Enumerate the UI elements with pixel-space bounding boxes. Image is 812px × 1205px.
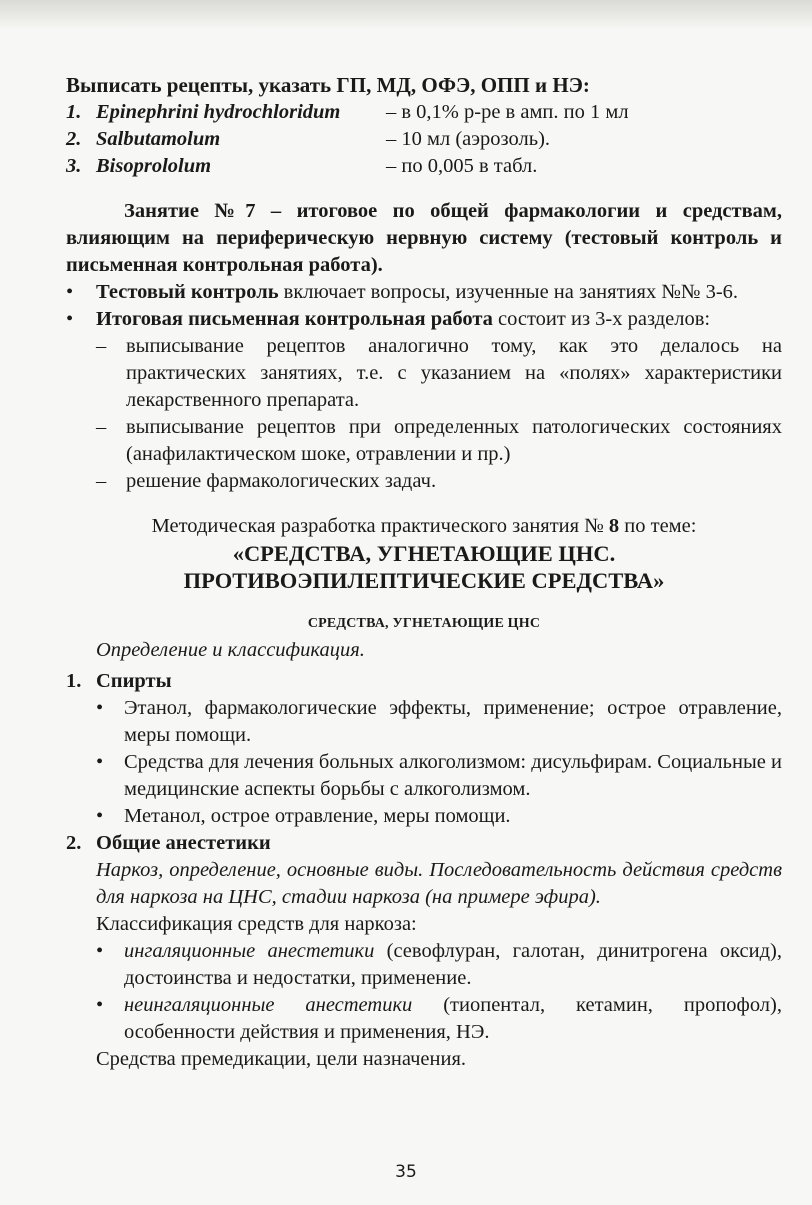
rx-item-number: 1. <box>66 101 82 123</box>
rx-item-number: 2. <box>66 128 82 150</box>
lesson7-title: Занятие №7 – итоговое по общей фармакологии и средствам, влияющим на периферическую нервную систему (тестовый контроль и письменная контрольная работа). <box>66 200 782 276</box>
list-item-italic: ингаляционные анестетики <box>124 940 375 962</box>
topic-intro: Методическая разработка практического занятия № 8 по теме: <box>151 515 697 537</box>
list-item-text: Метанол, острое отравление, меры помощи. <box>124 805 511 827</box>
bullet-text: состоит из 3-х разделов: <box>492 308 711 330</box>
dash-icon: – <box>96 470 107 492</box>
rx-item <box>66 99 782 126</box>
bullet-icon: • <box>96 994 104 1016</box>
page-content <box>66 72 782 1073</box>
list-item-italic: неингаляционные анестетики <box>124 994 413 1016</box>
bullet-icon: • <box>96 751 104 773</box>
topic-title-line2: ПРОТИВОЭПИЛЕПТИЧЕСКИЕ СРЕДСТВА» <box>183 568 665 593</box>
list-item-text: (тиопентал, кетамин, пропофол), особенности действия и применения, НЭ. <box>124 994 782 1043</box>
rx-item-desc: – по 0,005 в табл. <box>386 155 538 177</box>
section-title: Спирты <box>96 670 172 692</box>
dash-item <box>96 333 782 414</box>
dash-item <box>96 468 782 495</box>
rx-item <box>66 126 782 153</box>
rx-item-desc: – в 0,1% р-ре в амп. по 1 мл <box>386 101 629 123</box>
rx-item-desc: – 10 мл (аэрозоль). <box>386 128 551 150</box>
list-item <box>96 749 782 803</box>
premedication-line: Средства премедикации, цели назначения. <box>96 1048 467 1070</box>
rx-heading: Выписать рецепты, указать ГП, МД, ОФЭ, ОПП и НЭ: <box>66 73 590 97</box>
list-item-text: Этанол, фармакологические эффекты, применение; острое отравление, меры помощи. <box>124 697 782 746</box>
section-title: Общие анестетики <box>96 832 271 854</box>
lesson7-bullet <box>66 306 782 333</box>
lesson7-title-block <box>66 198 782 279</box>
list-item <box>96 695 782 749</box>
dash-text: выписывание рецептов при определенных патологических состояниях (анафилактическом шоке, отравлении и пр.) <box>126 416 782 465</box>
list-item <box>96 992 782 1046</box>
bullet-icon: • <box>66 308 74 330</box>
rx-item-name: Bisoprololum <box>96 155 212 177</box>
page-number: 35 <box>395 1162 417 1182</box>
list-item-text: (севофлуран, галотан, динитрогена оксид), достоинства и недостатки, применение. <box>124 940 782 989</box>
list-item <box>96 803 782 830</box>
lesson7-bullet <box>66 279 782 306</box>
list-item <box>96 938 782 992</box>
section-heading <box>66 830 782 857</box>
bullet-icon: • <box>96 697 104 719</box>
bullet-text: включает вопросы, изученные на занятиях №№ 3-6. <box>278 281 739 303</box>
rx-item-name: Epinephrini hydrochloridum <box>96 101 341 123</box>
dash-text: выписывание рецептов аналогично тому, как это делалось на практических занятиях, т.е. с указанием на «полях» характеристики лекарственного препарата. <box>126 335 782 411</box>
rx-item <box>66 153 782 180</box>
section-italic-text: Наркоз, определение, основные виды. Последовательность действия средств для наркоза на ЦНС, стадии наркоза (на примере эфира). <box>96 859 782 908</box>
scan-shadow <box>0 0 812 30</box>
bullet-icon: • <box>96 940 104 962</box>
dash-icon: – <box>96 335 107 357</box>
rx-item-number: 3. <box>66 155 82 177</box>
dash-item <box>96 414 782 468</box>
section-subheading: СРЕДСТВА, УГНЕТАЮЩИЕ ЦНС <box>307 616 541 631</box>
section-number: 2. <box>66 832 82 854</box>
lesson-number: 8 <box>608 515 620 537</box>
bullet-bold: Тестовый контроль <box>96 281 279 303</box>
list-item-text: Средства для лечения больных алкоголизмом: дисульфирам. Социальные и медицинские аспекты борьбы с алкоголизмом. <box>124 751 782 800</box>
dash-text: решение фармакологических задач. <box>126 470 437 492</box>
rx-item-name: Salbutamolum <box>96 128 221 150</box>
section-heading <box>66 668 782 695</box>
bullet-icon: • <box>66 281 74 303</box>
bullet-icon: • <box>96 805 104 827</box>
bullet-bold: Итоговая письменная контрольная работа <box>96 308 493 330</box>
classification-line: Классификация средств для наркоза: <box>96 913 417 935</box>
section-number: 1. <box>66 670 82 692</box>
definition-line: Определение и классификация. <box>96 639 365 661</box>
topic-title-line1: «СРЕДСТВА, УГНЕТАЮЩИЕ ЦНС. <box>232 541 616 566</box>
dash-icon: – <box>96 416 107 438</box>
